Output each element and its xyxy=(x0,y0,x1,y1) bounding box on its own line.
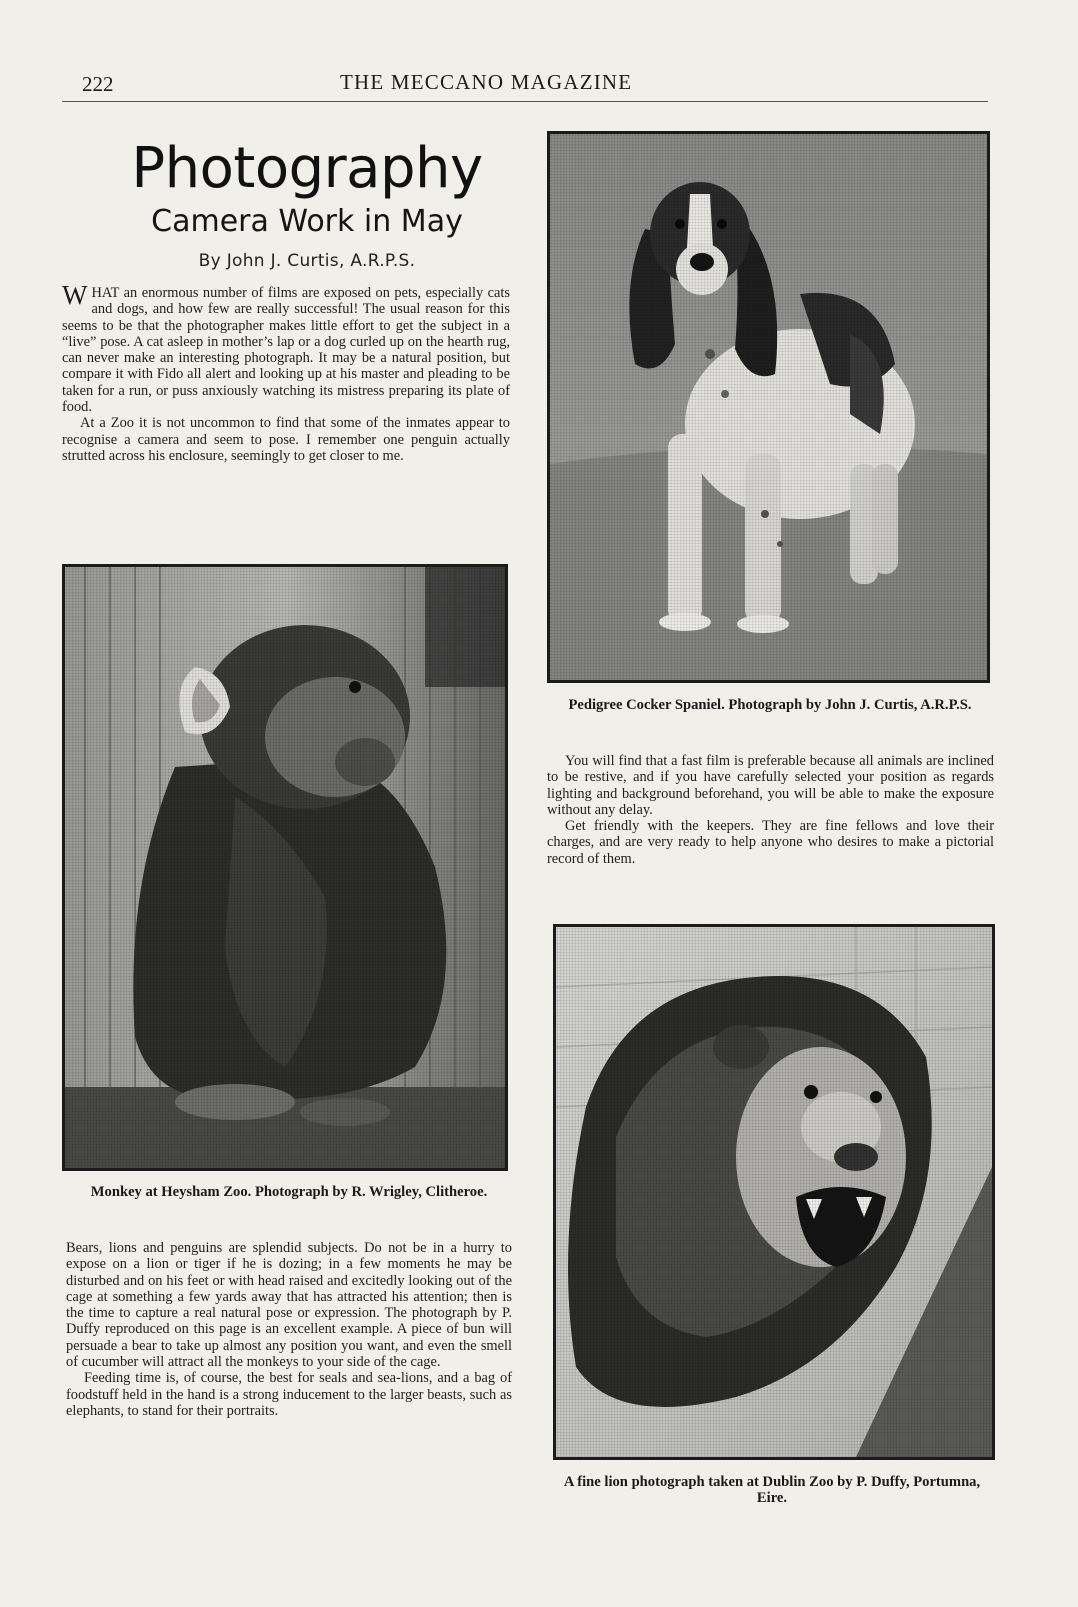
intro-paragraph-2: At a Zoo it is not uncommon to find that some of the inmates appear to recognise a camera and seem to pose. I remember one penguin actually strutted across his enclosure, seemingly to get closer to me. xyxy=(62,415,510,464)
left-column-text xyxy=(66,1240,512,1419)
lion-photo-icon xyxy=(556,927,992,1457)
right-column-text xyxy=(547,753,994,867)
spaniel-caption: Pedigree Cocker Spaniel. Photograph by John J. Curtis, A.R.P.S. xyxy=(568,697,972,713)
article-subtitle: Camera Work in May xyxy=(151,204,463,239)
monkey-caption: Monkey at Heysham Zoo. Photograph by R. Wrigley, Clitheroe. xyxy=(90,1184,488,1200)
intro-text xyxy=(62,280,510,464)
header-rule xyxy=(62,101,988,102)
intro-paragraph-1: WHAT an enormous number of films are exposed on pets, especially cats and dogs, and how few are really successful! The usual reason for this seems to be that the photographer makes little effort to get the subject in a “live” pose. A cat asleep in mother’s lap or a dog curled up on the hearth rug, can never make an interesting photograph. It may be a natural position, but compare it with Fido all alert and looking up at his master and pleading to be taken for a run, or puss anxiously watching its mistress preparing its plate of food. xyxy=(62,280,510,416)
publication-title: THE MECCANO MAGAZINE xyxy=(340,70,633,94)
monkey-photo xyxy=(62,564,508,1171)
right-paragraph-2: Get friendly with the keepers. They are fine fellows and love their charges, and are very ready to help anyone who desires to make a pictorial record of them. xyxy=(547,818,994,867)
lion-photo xyxy=(553,924,995,1460)
page-number: 222 xyxy=(82,72,114,96)
spaniel-photo xyxy=(547,131,990,683)
left-paragraph-1: Bears, lions and penguins are splendid subjects. Do not be in a hurry to expose on a lion or tiger if he is dozing; in a few moments he may be disturbed and on his feet or with head raised and excitedly looking out of the cage at something a few yards away that has attracted his attention; then is the time to capture a real natural pose or expression. The photograph by P. Duffy reproduced on this page is an excellent example. A piece of bun will persuade a bear to take up almost any position you want, and even the smell of cucumber will attract all the monkeys to your side of the cage. xyxy=(66,1240,512,1371)
article-byline: By John J. Curtis, A.R.P.S. xyxy=(198,251,416,271)
article-title: Photography xyxy=(131,136,483,201)
lion-caption: A fine lion photograph taken at Dublin Zoo by P. Duffy, Portumna, Eire. xyxy=(563,1474,981,1506)
right-paragraph-1: You will find that a fast film is preferable because all animals are inclined to be restive, and if you have carefully selected your position as regards lighting and background beforehand, you will be able to make the exposure without any delay. xyxy=(547,753,994,818)
left-paragraph-2: Feeding time is, of course, the best for seals and sea-lions, and a bag of foodstuff held in the hand is a strong inducement to the larger beasts, such as elephants, to stand for their portraits. xyxy=(66,1370,512,1419)
drop-cap: W xyxy=(62,280,88,310)
monkey-photo-icon xyxy=(65,567,505,1168)
spaniel-photo-icon xyxy=(550,134,987,680)
